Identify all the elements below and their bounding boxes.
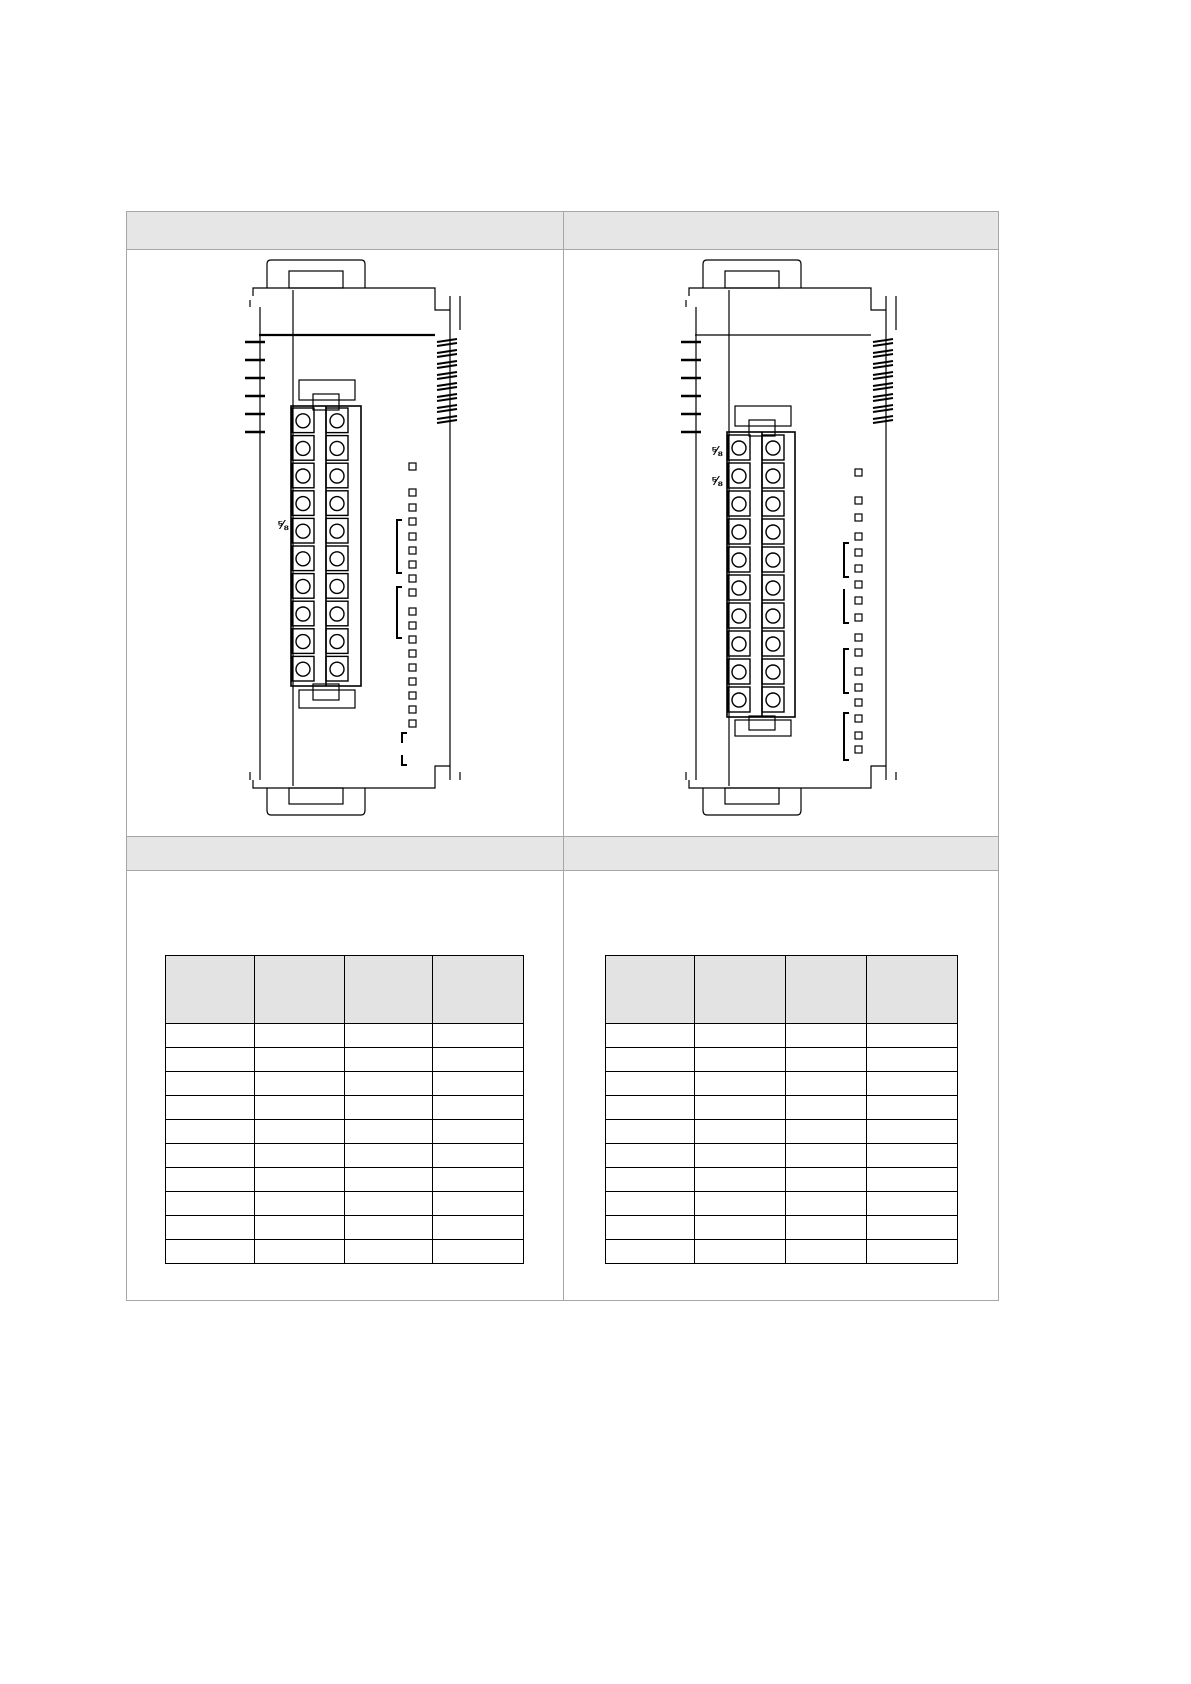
table-cell [695,1024,786,1048]
terminal-slot [728,659,750,684]
led-indicator [409,650,416,657]
terminal-slot [728,603,750,628]
terminal-slot [326,518,348,543]
terminal-slot [762,659,784,684]
table-row [606,1192,958,1216]
table-cell [345,1048,433,1072]
column-divider [563,212,564,1300]
terminal-screw [296,414,310,428]
table-cell [786,1048,867,1072]
terminal-screw [330,635,344,649]
led-indicator [409,636,416,643]
led-indicator [409,463,416,470]
table-row [166,1120,524,1144]
vent-slot [437,350,457,357]
terminal-slot [326,629,348,654]
table-cell [166,1144,255,1168]
table-cell [867,1144,958,1168]
table-cell [867,1072,958,1096]
table-cell [255,1024,345,1048]
table-row [606,1216,958,1240]
led-indicator [855,514,862,521]
terminal-screw [732,693,746,707]
terminal-screw [766,665,780,679]
terminal-slot [728,519,750,544]
led-indicator [855,668,862,675]
table-cell [166,1048,255,1072]
left-table-header-cell [345,956,433,1024]
table-cell [867,1192,958,1216]
led-indicator [855,746,862,753]
table-cell [695,1072,786,1096]
table-cell [606,1096,695,1120]
terminal-screw [766,581,780,595]
terminal-slot [762,631,784,656]
terminal-slot [326,463,348,488]
led-indicator [855,497,862,504]
terminal-slot [292,601,314,626]
table-cell [867,1048,958,1072]
terminal-slot [728,435,750,460]
led-indicator [409,720,416,727]
table-row [166,1048,524,1072]
table-cell [867,1120,958,1144]
table-cell [255,1144,345,1168]
terminal-slot [762,687,784,712]
table-cell [786,1192,867,1216]
terminal-screw [296,662,310,676]
table-cell [606,1240,695,1264]
terminal-layout-frame [126,211,999,1301]
table-row [166,1096,524,1120]
table-cell [695,1096,786,1120]
terminal-slot [292,491,314,516]
table-cell [255,1168,345,1192]
table-cell [695,1240,786,1264]
led-indicator [409,504,416,511]
right-marker-label-2: ⅝ [711,473,722,488]
terminal-screw [330,607,344,621]
table-cell [166,1120,255,1144]
table-cell [606,1144,695,1168]
table-cell [867,1216,958,1240]
terminal-screw [732,637,746,651]
vent-slot [873,361,893,368]
table-cell [433,1216,524,1240]
table-cell [433,1144,524,1168]
terminal-screw [330,441,344,455]
table-cell [433,1024,524,1048]
table-cell [786,1216,867,1240]
terminal-screw [766,497,780,511]
terminal-slot [728,687,750,712]
table-row [166,1240,524,1264]
table-cell [166,1216,255,1240]
table-cell [433,1192,524,1216]
right-table-header-cell [786,956,867,1024]
terminal-slot [292,436,314,461]
table-cell [606,1192,695,1216]
table-cell [166,1168,255,1192]
table-cell [867,1024,958,1048]
table-row [606,1072,958,1096]
vent-slot [873,416,893,423]
table-cell [786,1024,867,1048]
terminal-slot [728,463,750,488]
terminal-slot [762,491,784,516]
table-cell [695,1144,786,1168]
terminal-slot [326,491,348,516]
table-cell [867,1096,958,1120]
table-cell [166,1096,255,1120]
left-pin-table [165,955,524,1264]
table-cell [786,1120,867,1144]
table-cell [255,1216,345,1240]
terminal-slot [728,575,750,600]
led-indicator [855,581,862,588]
table-cell [606,1048,695,1072]
table-row [606,1144,958,1168]
table-cell [255,1192,345,1216]
terminal-screw [732,525,746,539]
terminal-screw [330,469,344,483]
table-cell [345,1240,433,1264]
led-indicator [409,692,416,699]
table-cell [345,1072,433,1096]
terminal-screw [732,469,746,483]
terminal-slot [326,601,348,626]
table-cell [255,1096,345,1120]
table-row [606,1048,958,1072]
led-indicator [409,561,416,568]
terminal-screw [296,579,310,593]
table-cell [433,1120,524,1144]
table-row [166,1024,524,1048]
vent-slot [873,372,893,379]
led-indicator [855,684,862,691]
led-indicator [409,547,416,554]
vent-slot [437,361,457,368]
terminal-screw [330,497,344,511]
table-cell [345,1168,433,1192]
vent-slot [873,383,893,390]
terminal-screw [330,524,344,538]
vent-slot [437,416,457,423]
table-cell [255,1072,345,1096]
terminal-screw [330,414,344,428]
led-indicator [409,664,416,671]
led-indicator [855,634,862,641]
table-cell [433,1096,524,1120]
led-indicator [855,715,862,722]
table-row [606,1168,958,1192]
table-row [166,1072,524,1096]
terminal-slot [292,518,314,543]
terminal-slot [762,603,784,628]
table-cell [255,1240,345,1264]
table-row [606,1240,958,1264]
table-cell [166,1240,255,1264]
right-table-header-cell [695,956,786,1024]
table-row [606,1096,958,1120]
table-cell [433,1072,524,1096]
terminal-screw [766,525,780,539]
terminal-slot [292,408,314,433]
terminal-screw [296,441,310,455]
led-indicator [855,649,862,656]
terminal-slot [762,547,784,572]
terminal-screw [732,497,746,511]
terminal-screw [296,635,310,649]
terminal-screw [766,693,780,707]
terminal-slot [728,547,750,572]
table-cell [786,1168,867,1192]
vent-slot [873,350,893,357]
left-table-header-cell [255,956,345,1024]
left-table-header-cell [433,956,524,1024]
terminal-screw [296,497,310,511]
table-cell [345,1192,433,1216]
terminal-screw [766,637,780,651]
terminal-slot [326,408,348,433]
table-cell [606,1024,695,1048]
led-indicator [855,565,862,572]
terminal-screw [732,441,746,455]
right-table-header-cell [867,956,958,1024]
led-indicator [855,533,862,540]
table-cell [786,1072,867,1096]
led-indicator [409,575,416,582]
terminal-slot [292,546,314,571]
terminal-slot [326,546,348,571]
led-indicator [409,706,416,713]
led-indicator [855,597,862,604]
terminal-slot [762,463,784,488]
left-table-header-cell [166,956,255,1024]
terminal-screw [766,469,780,483]
terminal-screw [330,552,344,566]
terminal-screw [296,469,310,483]
terminal-slot [292,656,314,681]
led-indicator [855,699,862,706]
table-row [166,1144,524,1168]
table-cell [345,1024,433,1048]
terminal-screw [296,524,310,538]
table-cell [786,1144,867,1168]
vent-slot [437,372,457,379]
terminal-slot [326,436,348,461]
table-row [166,1168,524,1192]
table-cell [433,1240,524,1264]
led-indicator [855,614,862,621]
table-cell [786,1096,867,1120]
table-cell [345,1144,433,1168]
table-cell [345,1120,433,1144]
vent-slot [437,405,457,412]
right-pin-table [605,955,958,1264]
terminal-screw [732,665,746,679]
terminal-slot [292,574,314,599]
vent-slot [873,339,893,346]
table-cell [867,1240,958,1264]
table-row [606,1024,958,1048]
led-indicator [409,622,416,629]
led-indicator [409,533,416,540]
table-cell [166,1072,255,1096]
terminal-slot [728,631,750,656]
terminal-screw [296,552,310,566]
terminal-screw [766,441,780,455]
terminal-slot [762,435,784,460]
led-indicator [855,469,862,476]
table-cell [255,1120,345,1144]
left-marker-label: ⅝ [277,517,288,532]
vent-slot [873,405,893,412]
terminal-screw [732,609,746,623]
terminal-screw [732,553,746,567]
vent-slot [437,339,457,346]
led-indicator [855,549,862,556]
led-indicator [409,518,416,525]
table-row [606,1120,958,1144]
terminal-screw [330,579,344,593]
led-indicator [409,489,416,496]
table-cell [695,1216,786,1240]
led-indicator [409,608,416,615]
table-cell [695,1192,786,1216]
right-marker-label-1: ⅝ [711,443,722,458]
vent-slot [437,383,457,390]
table-cell [166,1024,255,1048]
table-cell [606,1072,695,1096]
terminal-screw [766,609,780,623]
table-cell [345,1216,433,1240]
table-row [166,1216,524,1240]
table-cell [433,1048,524,1072]
led-indicator [409,678,416,685]
terminal-screw [330,662,344,676]
left-module-drawing [237,250,487,838]
table-row [166,1192,524,1216]
terminal-slot [326,656,348,681]
right-module-drawing [673,250,923,838]
terminal-slot [292,629,314,654]
table-cell [255,1048,345,1072]
vent-slot [873,394,893,401]
terminal-screw [296,607,310,621]
terminal-slot [762,519,784,544]
table-cell [695,1048,786,1072]
terminal-slot [762,575,784,600]
table-cell [166,1192,255,1216]
led-indicator [409,589,416,596]
led-indicator [855,732,862,739]
terminal-screw [732,581,746,595]
table-cell [695,1120,786,1144]
table-cell [433,1168,524,1192]
terminal-slot [728,491,750,516]
terminal-slot [292,463,314,488]
terminal-screw [766,553,780,567]
table-cell [606,1168,695,1192]
table-cell [606,1120,695,1144]
table-cell [786,1240,867,1264]
table-cell [867,1168,958,1192]
terminal-slot [326,574,348,599]
vent-slot [437,394,457,401]
table-cell [345,1096,433,1120]
table-cell [695,1168,786,1192]
right-table-header-cell [606,956,695,1024]
table-cell [606,1216,695,1240]
